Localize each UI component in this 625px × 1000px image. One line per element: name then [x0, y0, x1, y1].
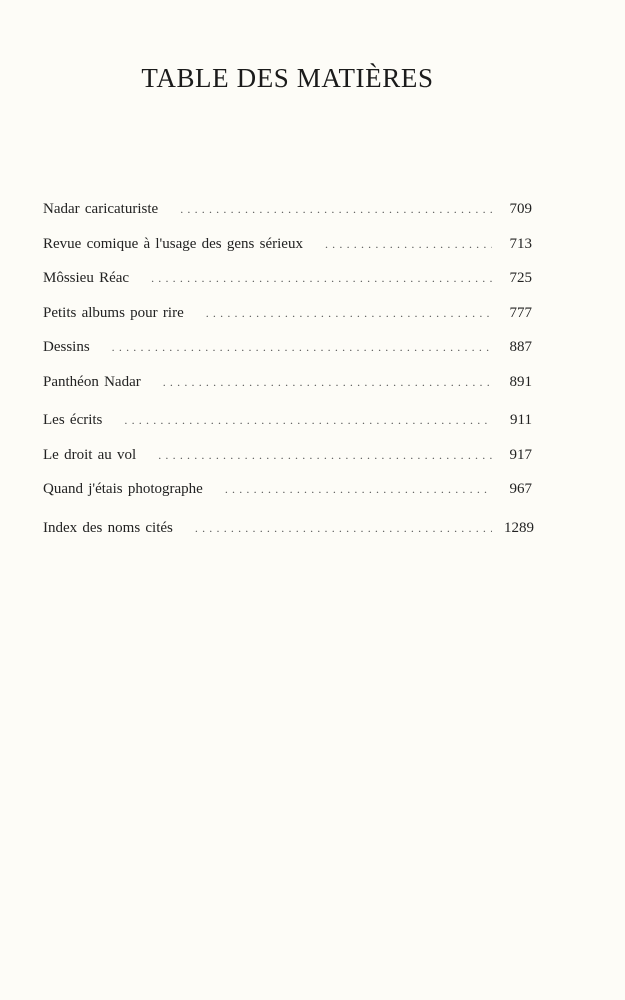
toc-entry-page-number: 713: [509, 235, 532, 252]
dot-leader: [112, 340, 492, 355]
toc-entry[interactable]: [43, 201, 532, 236]
dot-leader: [158, 448, 492, 463]
dot-leader: [195, 521, 492, 536]
toc-group-index: [43, 520, 532, 555]
toc-entry[interactable]: [43, 481, 532, 516]
toc-entry[interactable]: [43, 270, 532, 305]
toc-entry-title: Quand j'étais photographe: [43, 481, 203, 497]
toc-entry-page-number: 887: [509, 339, 532, 355]
toc-entry[interactable]: [43, 412, 532, 447]
toc-entry[interactable]: [43, 236, 532, 271]
toc-entry-title: Nadar caricaturiste: [43, 201, 159, 217]
dot-leader: [325, 237, 492, 252]
toc-entry-title: Dessins: [43, 339, 90, 355]
toc-entry-page-number: 917: [509, 446, 532, 463]
dot-leader: [151, 271, 492, 286]
dot-leader: [206, 306, 492, 321]
toc-entry-page-number: 891: [509, 373, 532, 390]
table-of-contents: [43, 201, 532, 554]
toc-entry-page-number: 911: [510, 412, 532, 428]
dot-leader: [225, 482, 492, 497]
toc-entry[interactable]: [43, 339, 532, 374]
toc-entry-page-number: 709: [509, 201, 532, 217]
toc-entry-title: Petits albums pour rire: [43, 304, 184, 321]
page-title: TABLE DES MATIÈRES: [141, 63, 434, 93]
toc-entry-title: Môssieu Réac: [43, 270, 130, 286]
toc-entry-title: Index des noms cités: [43, 519, 173, 536]
toc-entry-title: Revue comique à l'usage des gens sérieux: [43, 235, 303, 252]
toc-entry[interactable]: [43, 447, 532, 482]
toc-group-caricatures: [43, 201, 532, 408]
dot-leader: [124, 413, 492, 428]
toc-entry-title: Le droit au vol: [43, 446, 137, 463]
toc-entry-page-number: 967: [509, 481, 532, 497]
toc-entry[interactable]: [43, 305, 532, 340]
toc-entry-page-number: 777: [509, 304, 532, 321]
toc-group-writings: [43, 412, 532, 516]
toc-entry-page-number: 725: [509, 270, 532, 286]
toc-entry-page-number: 1289: [504, 519, 534, 536]
toc-entry[interactable]: [43, 520, 532, 555]
toc-entry-title: Panthéon Nadar: [43, 373, 141, 390]
dot-leader: [180, 202, 492, 217]
toc-entry-title: Les écrits: [43, 412, 103, 428]
toc-entry[interactable]: [43, 374, 532, 409]
dot-leader: [163, 375, 492, 390]
